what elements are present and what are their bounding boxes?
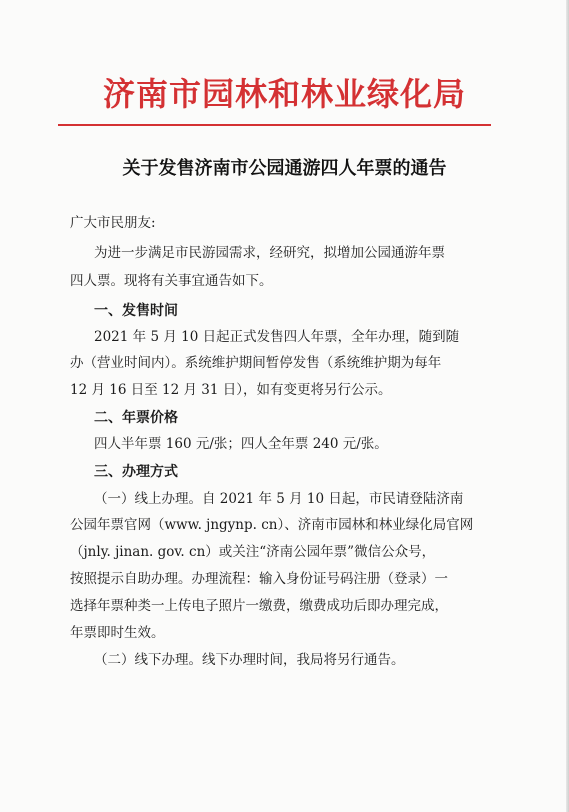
paragraph-line: 按照提示自助办理。办理流程：输入身份证号码注册（登录）一 [70,571,448,587]
paragraph-line: （二）线下办理。线下办理时间，我局将另行通告。 [94,652,405,668]
paragraph-line: 选择年票种类一上传电子照片一缴费，缴费成功后即办理完成， [70,598,448,614]
intro-line: 四人票。现将有关事宜通告如下。 [70,273,273,289]
paragraph-line: （一）线上办理。自 2021 年 5 月 10 日起，市民请登陆济南 [94,491,464,507]
section-heading-sale-time: 一、发售时间 [94,303,178,319]
agency-title: 济南市园林和林业绿化局 [102,75,466,113]
section-heading-method: 三、办理方式 [94,464,178,480]
paragraph-line: 四人半年票 160 元/张；四人全年票 240 元/张。 [94,436,388,452]
red-separator-line [58,124,491,126]
section-heading-price: 二、年票价格 [94,410,178,426]
salutation: 广大市民朋友: [70,215,156,231]
paragraph-line: 办（营业时间内）。系统维护期间暂停发售（系统维护期为每年 [70,355,442,371]
intro-line: 为进一步满足市民游园需求，经研究，拟增加公园通游年票 [94,245,445,261]
paragraph-line: 年票即时生效。 [70,625,165,641]
paragraph-line: （jnly. jinan. gov. cn）或关注“济南公园年票”微信公众号， [70,544,436,560]
notice-title: 关于发售济南市公园通游四人年票的通告 [122,158,447,179]
paragraph-line: 2021 年 5 月 10 日起正式发售四人年票，全年办理，随到随 [94,329,460,345]
paragraph-line: 12 月 16 日至 12 月 31 日），如有变更将另行公示。 [70,382,392,398]
paragraph-line: 公园年票官网（www. jngynp. cn）、济南市园林和林业绿化局官网 [70,517,474,533]
